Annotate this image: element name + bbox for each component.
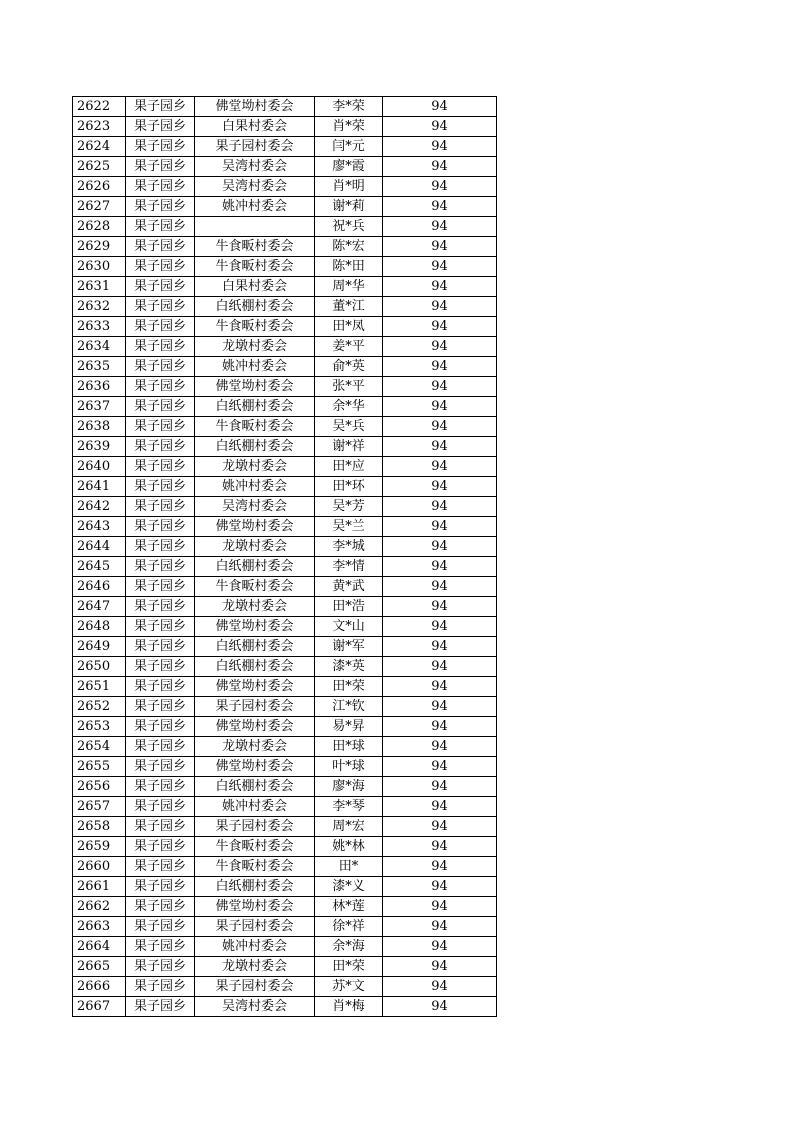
- person-name-cell: 祝*兵: [315, 217, 383, 237]
- person-name-cell: 余*海: [315, 937, 383, 957]
- serial-number-cell: 2662: [73, 897, 126, 917]
- person-name-cell: 周*华: [315, 277, 383, 297]
- serial-number-cell: 2655: [73, 757, 126, 777]
- score-cell: 94: [383, 737, 497, 757]
- score-cell: 94: [383, 497, 497, 517]
- village-committee-cell: 白纸棚村委会: [195, 657, 315, 677]
- table-row: [73, 257, 497, 277]
- township-cell: 果子园乡: [126, 417, 195, 437]
- village-committee-cell: 佛堂坳村委会: [195, 897, 315, 917]
- table-row: [73, 997, 497, 1017]
- person-name-cell: 田*凤: [315, 317, 383, 337]
- roster-table-body: [73, 97, 497, 1017]
- score-cell: 94: [383, 757, 497, 777]
- township-cell: 果子园乡: [126, 677, 195, 697]
- village-committee-cell: 姚冲村委会: [195, 477, 315, 497]
- township-cell: 果子园乡: [126, 657, 195, 677]
- score-cell: 94: [383, 837, 497, 857]
- person-name-cell: 李*琴: [315, 797, 383, 817]
- township-cell: 果子园乡: [126, 337, 195, 357]
- serial-number-cell: 2637: [73, 397, 126, 417]
- township-cell: 果子园乡: [126, 877, 195, 897]
- village-committee-cell: 白纸棚村委会: [195, 397, 315, 417]
- table-row: [73, 437, 497, 457]
- table-row: [73, 317, 497, 337]
- village-committee-cell: 吴湾村委会: [195, 497, 315, 517]
- village-committee-cell: 牛食畈村委会: [195, 257, 315, 277]
- township-cell: 果子园乡: [126, 137, 195, 157]
- township-cell: 果子园乡: [126, 437, 195, 457]
- score-cell: 94: [383, 937, 497, 957]
- table-row: [73, 97, 497, 117]
- village-committee-cell: 牛食畈村委会: [195, 417, 315, 437]
- person-name-cell: 林*莲: [315, 897, 383, 917]
- village-committee-cell: 佛堂坳村委会: [195, 517, 315, 537]
- serial-number-cell: 2661: [73, 877, 126, 897]
- person-name-cell: 张*平: [315, 377, 383, 397]
- village-committee-cell: [195, 217, 315, 237]
- township-cell: 果子园乡: [126, 837, 195, 857]
- village-committee-cell: 姚冲村委会: [195, 937, 315, 957]
- person-name-cell: 陈*田: [315, 257, 383, 277]
- score-cell: 94: [383, 597, 497, 617]
- village-committee-cell: 牛食畈村委会: [195, 237, 315, 257]
- township-cell: 果子园乡: [126, 737, 195, 757]
- township-cell: 果子园乡: [126, 937, 195, 957]
- person-name-cell: 谢*祥: [315, 437, 383, 457]
- township-cell: 果子园乡: [126, 257, 195, 277]
- township-cell: 果子园乡: [126, 637, 195, 657]
- person-name-cell: 肖*明: [315, 177, 383, 197]
- serial-number-cell: 2645: [73, 557, 126, 577]
- township-cell: 果子园乡: [126, 817, 195, 837]
- table-row: [73, 857, 497, 877]
- score-cell: 94: [383, 637, 497, 657]
- serial-number-cell: 2656: [73, 777, 126, 797]
- person-name-cell: 廖*霞: [315, 157, 383, 177]
- score-cell: 94: [383, 337, 497, 357]
- score-cell: 94: [383, 357, 497, 377]
- village-committee-cell: 吴湾村委会: [195, 157, 315, 177]
- serial-number-cell: 2667: [73, 997, 126, 1017]
- table-row: [73, 617, 497, 637]
- table-row: [73, 517, 497, 537]
- score-cell: 94: [383, 777, 497, 797]
- township-cell: 果子园乡: [126, 97, 195, 117]
- village-committee-cell: 白纸棚村委会: [195, 637, 315, 657]
- table-row: [73, 877, 497, 897]
- table-row: [73, 217, 497, 237]
- village-committee-cell: 果子园村委会: [195, 697, 315, 717]
- township-cell: 果子园乡: [126, 797, 195, 817]
- township-cell: 果子园乡: [126, 217, 195, 237]
- village-committee-cell: 白果村委会: [195, 117, 315, 137]
- township-cell: 果子园乡: [126, 537, 195, 557]
- score-cell: 94: [383, 877, 497, 897]
- person-name-cell: 李*荣: [315, 97, 383, 117]
- serial-number-cell: 2622: [73, 97, 126, 117]
- village-committee-cell: 白纸棚村委会: [195, 777, 315, 797]
- village-committee-cell: 果子园村委会: [195, 977, 315, 997]
- score-cell: 94: [383, 377, 497, 397]
- serial-number-cell: 2658: [73, 817, 126, 837]
- table-row: [73, 817, 497, 837]
- table-row: [73, 337, 497, 357]
- serial-number-cell: 2641: [73, 477, 126, 497]
- village-committee-cell: 牛食畈村委会: [195, 837, 315, 857]
- table-row: [73, 977, 497, 997]
- person-name-cell: 俞*英: [315, 357, 383, 377]
- person-name-cell: 田*浩: [315, 597, 383, 617]
- table-row: [73, 937, 497, 957]
- table-row: [73, 237, 497, 257]
- table-row: [73, 477, 497, 497]
- township-cell: 果子园乡: [126, 177, 195, 197]
- village-committee-cell: 白果村委会: [195, 277, 315, 297]
- score-cell: 94: [383, 397, 497, 417]
- table-row: [73, 777, 497, 797]
- score-cell: 94: [383, 657, 497, 677]
- score-cell: 94: [383, 857, 497, 877]
- township-cell: 果子园乡: [126, 757, 195, 777]
- score-cell: 94: [383, 417, 497, 437]
- table-row: [73, 197, 497, 217]
- village-committee-cell: 姚冲村委会: [195, 797, 315, 817]
- serial-number-cell: 2649: [73, 637, 126, 657]
- score-cell: 94: [383, 897, 497, 917]
- score-cell: 94: [383, 977, 497, 997]
- person-name-cell: 谢*莉: [315, 197, 383, 217]
- table-row: [73, 297, 497, 317]
- score-cell: 94: [383, 957, 497, 977]
- serial-number-cell: 2638: [73, 417, 126, 437]
- table-row: [73, 677, 497, 697]
- table-row: [73, 377, 497, 397]
- table-row: [73, 717, 497, 737]
- village-committee-cell: 吴湾村委会: [195, 997, 315, 1017]
- person-name-cell: 余*华: [315, 397, 383, 417]
- table-row: [73, 457, 497, 477]
- village-committee-cell: 龙墩村委会: [195, 957, 315, 977]
- serial-number-cell: 2653: [73, 717, 126, 737]
- person-name-cell: 陈*宏: [315, 237, 383, 257]
- person-name-cell: 姜*平: [315, 337, 383, 357]
- table-row: [73, 137, 497, 157]
- table-row: [73, 537, 497, 557]
- village-committee-cell: 佛堂坳村委会: [195, 97, 315, 117]
- score-cell: 94: [383, 237, 497, 257]
- serial-number-cell: 2636: [73, 377, 126, 397]
- serial-number-cell: 2644: [73, 537, 126, 557]
- person-name-cell: 苏*文: [315, 977, 383, 997]
- person-name-cell: 漆*英: [315, 657, 383, 677]
- person-name-cell: 漆*义: [315, 877, 383, 897]
- score-cell: 94: [383, 717, 497, 737]
- score-cell: 94: [383, 817, 497, 837]
- township-cell: 果子园乡: [126, 977, 195, 997]
- person-name-cell: 李*城: [315, 537, 383, 557]
- village-committee-cell: 牛食畈村委会: [195, 577, 315, 597]
- township-cell: 果子园乡: [126, 897, 195, 917]
- serial-number-cell: 2664: [73, 937, 126, 957]
- score-cell: 94: [383, 557, 497, 577]
- serial-number-cell: 2629: [73, 237, 126, 257]
- person-name-cell: 田*球: [315, 737, 383, 757]
- serial-number-cell: 2635: [73, 357, 126, 377]
- person-name-cell: 肖*荣: [315, 117, 383, 137]
- person-name-cell: 田*: [315, 857, 383, 877]
- village-committee-cell: 牛食畈村委会: [195, 857, 315, 877]
- person-name-cell: 廖*海: [315, 777, 383, 797]
- serial-number-cell: 2633: [73, 317, 126, 337]
- village-committee-cell: 白纸棚村委会: [195, 297, 315, 317]
- person-name-cell: 江*钦: [315, 697, 383, 717]
- score-cell: 94: [383, 477, 497, 497]
- serial-number-cell: 2631: [73, 277, 126, 297]
- township-cell: 果子园乡: [126, 997, 195, 1017]
- township-cell: 果子园乡: [126, 457, 195, 477]
- score-cell: 94: [383, 517, 497, 537]
- township-cell: 果子园乡: [126, 357, 195, 377]
- township-cell: 果子园乡: [126, 157, 195, 177]
- table-row: [73, 657, 497, 677]
- table-row: [73, 637, 497, 657]
- score-cell: 94: [383, 997, 497, 1017]
- township-cell: 果子园乡: [126, 297, 195, 317]
- table-row: [73, 497, 497, 517]
- serial-number-cell: 2630: [73, 257, 126, 277]
- person-name-cell: 吴*芳: [315, 497, 383, 517]
- township-cell: 果子园乡: [126, 597, 195, 617]
- serial-number-cell: 2627: [73, 197, 126, 217]
- person-name-cell: 闫*元: [315, 137, 383, 157]
- serial-number-cell: 2623: [73, 117, 126, 137]
- village-committee-cell: 龙墩村委会: [195, 737, 315, 757]
- table-row: [73, 957, 497, 977]
- township-cell: 果子园乡: [126, 957, 195, 977]
- score-cell: 94: [383, 97, 497, 117]
- person-name-cell: 黄*武: [315, 577, 383, 597]
- score-cell: 94: [383, 437, 497, 457]
- person-name-cell: 文*山: [315, 617, 383, 637]
- serial-number-cell: 2625: [73, 157, 126, 177]
- person-name-cell: 吴*兰: [315, 517, 383, 537]
- township-cell: 果子园乡: [126, 857, 195, 877]
- table-row: [73, 797, 497, 817]
- table-row: [73, 897, 497, 917]
- score-cell: 94: [383, 617, 497, 637]
- score-cell: 94: [383, 217, 497, 237]
- score-cell: 94: [383, 677, 497, 697]
- person-name-cell: 肖*梅: [315, 997, 383, 1017]
- serial-number-cell: 2663: [73, 917, 126, 937]
- serial-number-cell: 2643: [73, 517, 126, 537]
- person-name-cell: 周*宏: [315, 817, 383, 837]
- serial-number-cell: 2626: [73, 177, 126, 197]
- village-committee-cell: 白纸棚村委会: [195, 437, 315, 457]
- roster-table: [72, 96, 497, 1017]
- village-committee-cell: 姚冲村委会: [195, 357, 315, 377]
- serial-number-cell: 2624: [73, 137, 126, 157]
- township-cell: 果子园乡: [126, 777, 195, 797]
- table-row: [73, 157, 497, 177]
- village-committee-cell: 龙墩村委会: [195, 537, 315, 557]
- village-committee-cell: 佛堂坳村委会: [195, 617, 315, 637]
- village-committee-cell: 牛食畈村委会: [195, 317, 315, 337]
- serial-number-cell: 2639: [73, 437, 126, 457]
- township-cell: 果子园乡: [126, 377, 195, 397]
- township-cell: 果子园乡: [126, 117, 195, 137]
- person-name-cell: 田*荣: [315, 957, 383, 977]
- table-row: [73, 557, 497, 577]
- township-cell: 果子园乡: [126, 617, 195, 637]
- serial-number-cell: 2650: [73, 657, 126, 677]
- score-cell: 94: [383, 157, 497, 177]
- table-row: [73, 397, 497, 417]
- score-cell: 94: [383, 117, 497, 137]
- person-name-cell: 田*环: [315, 477, 383, 497]
- person-name-cell: 田*荣: [315, 677, 383, 697]
- serial-number-cell: 2642: [73, 497, 126, 517]
- serial-number-cell: 2647: [73, 597, 126, 617]
- village-committee-cell: 白纸棚村委会: [195, 557, 315, 577]
- score-cell: 94: [383, 317, 497, 337]
- township-cell: 果子园乡: [126, 197, 195, 217]
- village-committee-cell: 龙墩村委会: [195, 457, 315, 477]
- table-row: [73, 697, 497, 717]
- township-cell: 果子园乡: [126, 577, 195, 597]
- score-cell: 94: [383, 137, 497, 157]
- table-row: [73, 917, 497, 937]
- serial-number-cell: 2648: [73, 617, 126, 637]
- township-cell: 果子园乡: [126, 497, 195, 517]
- village-committee-cell: 果子园村委会: [195, 137, 315, 157]
- village-committee-cell: 白纸棚村委会: [195, 877, 315, 897]
- score-cell: 94: [383, 297, 497, 317]
- township-cell: 果子园乡: [126, 317, 195, 337]
- serial-number-cell: 2666: [73, 977, 126, 997]
- serial-number-cell: 2640: [73, 457, 126, 477]
- township-cell: 果子园乡: [126, 717, 195, 737]
- score-cell: 94: [383, 797, 497, 817]
- score-cell: 94: [383, 457, 497, 477]
- table-row: [73, 357, 497, 377]
- person-name-cell: 李*情: [315, 557, 383, 577]
- score-cell: 94: [383, 697, 497, 717]
- score-cell: 94: [383, 257, 497, 277]
- table-row: [73, 597, 497, 617]
- score-cell: 94: [383, 177, 497, 197]
- person-name-cell: 董*江: [315, 297, 383, 317]
- serial-number-cell: 2652: [73, 697, 126, 717]
- serial-number-cell: 2659: [73, 837, 126, 857]
- village-committee-cell: 佛堂坳村委会: [195, 757, 315, 777]
- township-cell: 果子园乡: [126, 917, 195, 937]
- serial-number-cell: 2665: [73, 957, 126, 977]
- person-name-cell: 徐*祥: [315, 917, 383, 937]
- table-row: [73, 757, 497, 777]
- township-cell: 果子园乡: [126, 477, 195, 497]
- person-name-cell: 吴*兵: [315, 417, 383, 437]
- table-row: [73, 417, 497, 437]
- table-row: [73, 277, 497, 297]
- township-cell: 果子园乡: [126, 557, 195, 577]
- serial-number-cell: 2634: [73, 337, 126, 357]
- table-row: [73, 117, 497, 137]
- village-committee-cell: 佛堂坳村委会: [195, 377, 315, 397]
- score-cell: 94: [383, 537, 497, 557]
- village-committee-cell: 果子园村委会: [195, 917, 315, 937]
- serial-number-cell: 2651: [73, 677, 126, 697]
- township-cell: 果子园乡: [126, 277, 195, 297]
- serial-number-cell: 2660: [73, 857, 126, 877]
- village-committee-cell: 佛堂坳村委会: [195, 717, 315, 737]
- village-committee-cell: 果子园村委会: [195, 817, 315, 837]
- person-name-cell: 田*应: [315, 457, 383, 477]
- village-committee-cell: 佛堂坳村委会: [195, 677, 315, 697]
- score-cell: 94: [383, 577, 497, 597]
- township-cell: 果子园乡: [126, 397, 195, 417]
- village-committee-cell: 龙墩村委会: [195, 337, 315, 357]
- serial-number-cell: 2632: [73, 297, 126, 317]
- township-cell: 果子园乡: [126, 237, 195, 257]
- person-name-cell: 谢*军: [315, 637, 383, 657]
- serial-number-cell: 2657: [73, 797, 126, 817]
- person-name-cell: 易*昇: [315, 717, 383, 737]
- township-cell: 果子园乡: [126, 517, 195, 537]
- table-row: [73, 577, 497, 597]
- person-name-cell: 叶*球: [315, 757, 383, 777]
- serial-number-cell: 2646: [73, 577, 126, 597]
- score-cell: 94: [383, 197, 497, 217]
- village-committee-cell: 姚冲村委会: [195, 197, 315, 217]
- serial-number-cell: 2654: [73, 737, 126, 757]
- village-committee-cell: 吴湾村委会: [195, 177, 315, 197]
- score-cell: 94: [383, 917, 497, 937]
- table-row: [73, 737, 497, 757]
- table-row: [73, 837, 497, 857]
- person-name-cell: 姚*林: [315, 837, 383, 857]
- table-row: [73, 177, 497, 197]
- township-cell: 果子园乡: [126, 697, 195, 717]
- score-cell: 94: [383, 277, 497, 297]
- village-committee-cell: 龙墩村委会: [195, 597, 315, 617]
- serial-number-cell: 2628: [73, 217, 126, 237]
